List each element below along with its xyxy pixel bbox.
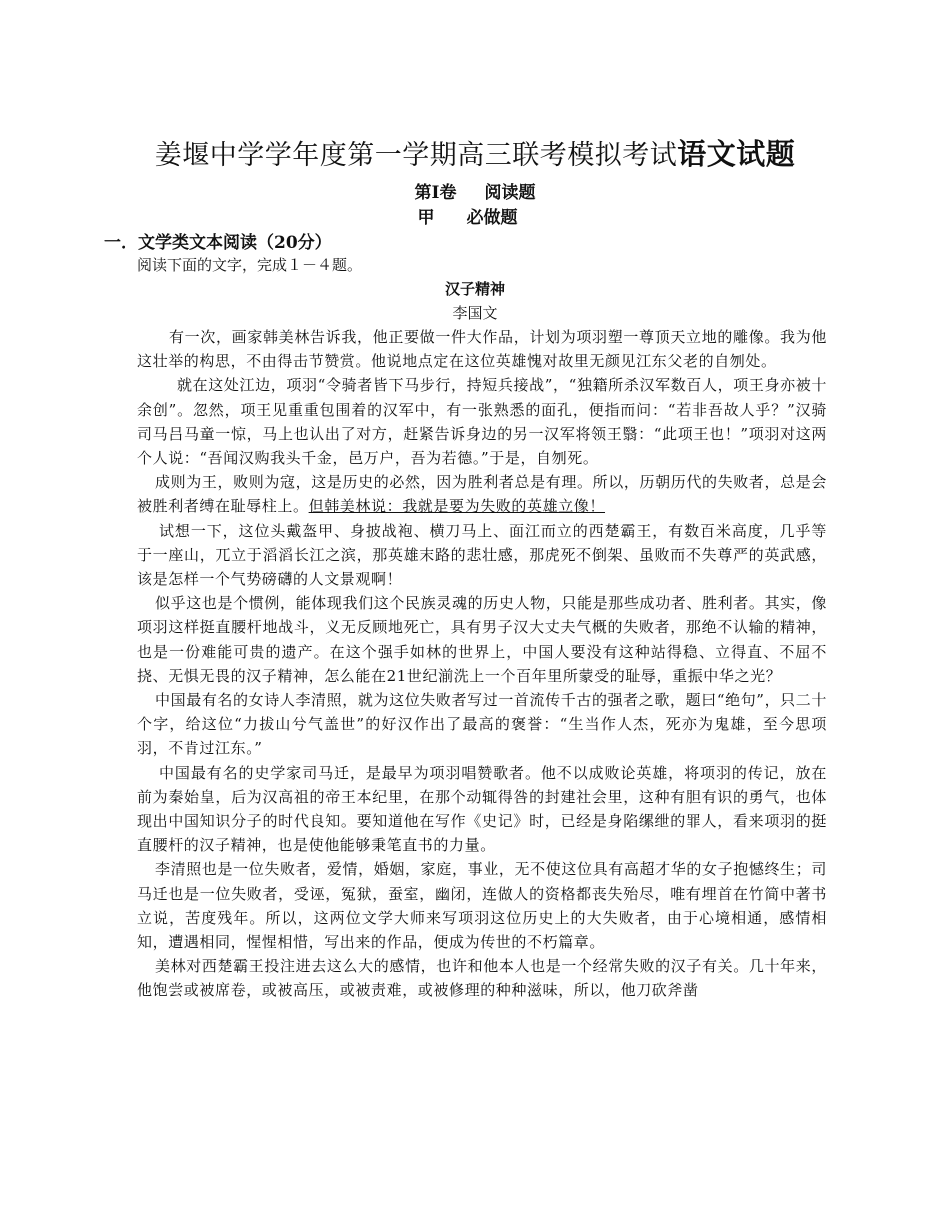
essay-body [137, 325, 827, 1003]
part-name: 必做题 [466, 208, 518, 228]
part-label: 甲 [417, 208, 435, 228]
paragraph-1: 有一次，画家韩美林告诉我，他正要做一件大作品，计划为项羽塑一尊顶天立地的雕像。我为他这壮举的构思，不由得击节赞赏。他说地点定在这位英雄愧对故里无颜见江东父老的自刎处。 [137, 328, 827, 371]
essay-title: 汉子精神 [444, 280, 505, 298]
volume-heading [0, 178, 950, 203]
paragraph-6: 中国最有名的女诗人李清照，就为这位失败者写过一首流传千古的强者之歌，题曰“绝句”，只二十个字，给这位“力拔山兮气盖世”的好汉作出了最高的褒誉：“生当作人杰，死亦为鬼雄，至今思项羽，不肯过江东。” [137, 691, 827, 758]
paragraph-3-underlined: 但韩美林说：我就是要为失败的英雄立像！ [308, 497, 606, 516]
exam-title [0, 132, 950, 173]
paragraph-8: 李清照也是一位失败者，爱情，婚姻，家庭，事业，无不使这位具有高超才华的女子抱憾终生；司马迁也是一位失败者，受诬，冤狱，蚕室，幽闭，连做人的资格都丧失殆尽，唯有埋首在竹简中著书立说，苦度残年。所以，这两位文学大师来写项羽这位历史上的大失败者，由于心境相通，感情相知，遭遇相同，惺惺相惜，写出来的作品，便成为传世的不朽篇章。 [137, 860, 827, 952]
volume-number: 第Ⅰ卷 [414, 183, 457, 203]
essay-author: 李国文 [452, 304, 498, 322]
exam-title-subject: 语文试题 [677, 137, 796, 171]
section-heading: 一．文学类文本阅读（20分） [104, 233, 332, 253]
paragraph-9: 美林对西楚霸王投注进去这么大的感情，也许和他本人也是一个经常失败的汉子有关。几十年来，他饱尝或被席卷，或被高压，或被责难，或被修理的种种滋味，所以，他刀砍斧凿 [137, 957, 827, 1000]
part-heading [0, 203, 935, 228]
exam-title-main: 姜堰中学学年度第一学期高三联考模拟考试 [154, 140, 678, 171]
section-instruction: 阅读下面的文字，完成１－４题。 [137, 256, 363, 274]
paragraph-5: 似乎这也是个惯例，能体现我们这个民族灵魂的历史人物，只能是那些成功者、胜利者。其实，像项羽这样挺直腰杆地战斗，义无反顾地死亡，具有男子汉大丈夫气概的失败者，那绝不认输的精神，也是一份难能可贵的遗产。在这个强手如林的世界上，中国人要没有这种站得稳、立得直、不屈不挠、无惧无畏的汉子精神，怎么能在21世纪湔洗上一个百年里所蒙受的耻辱，重振中华之光？ [137, 594, 827, 685]
paragraph-7: 中国最有名的史学家司马迁，是最早为项羽唱赞歌者。他不以成败论英雄，将项羽的传记，放在前为秦始皇，后为汉高祖的帝王本纪里，在那个动辄得咎的封建社会里，这种有胆有识的勇气，也体现出中国知识分子的时代良知。要知道他在写作《史记》时，已经是身陷缧绁的罪人，看来项羽的挺直腰杆的汉子精神，也是使他能够秉笔直书的力量。 [137, 763, 827, 855]
volume-name: 阅读题 [484, 183, 536, 203]
paragraph-3 [137, 470, 827, 518]
paragraph-2: 就在这处江边，项羽“令骑者皆下马步行，持短兵接战”，“独籍所杀汉军数百人，项王身亦被十余创”。忽然，项王见重重包围着的汉军中，有一张熟悉的面孔，便指而问：“若非吾故人乎？”汉骑司马吕马童一惊，马上也认出了对方，赶紧告诉身边的另一汉军将领王翳：“此项王也！”项羽对这两个人说：“吾闻汉购我头千金，邑万户，吾为若德。”于是，自刎死。 [137, 376, 827, 468]
paragraph-4: 试想一下，这位头戴盔甲、身披战袍、横刀马上、面江而立的西楚霸王，有数百米高度，几乎等于一座山，兀立于滔滔长江之滨，那英雄末路的悲壮感，那虎死不倒架、虽败而不失尊严的英武感，该是怎样一个气势磅礴的人文景观啊！ [137, 521, 827, 589]
paragraph-3-text: 成则为王，败则为寇，这是历史的必然，因为胜利者总是有理。所以，历朝历代的失败者，总是会被胜利者缚在耻辱柱上。 [137, 473, 827, 516]
